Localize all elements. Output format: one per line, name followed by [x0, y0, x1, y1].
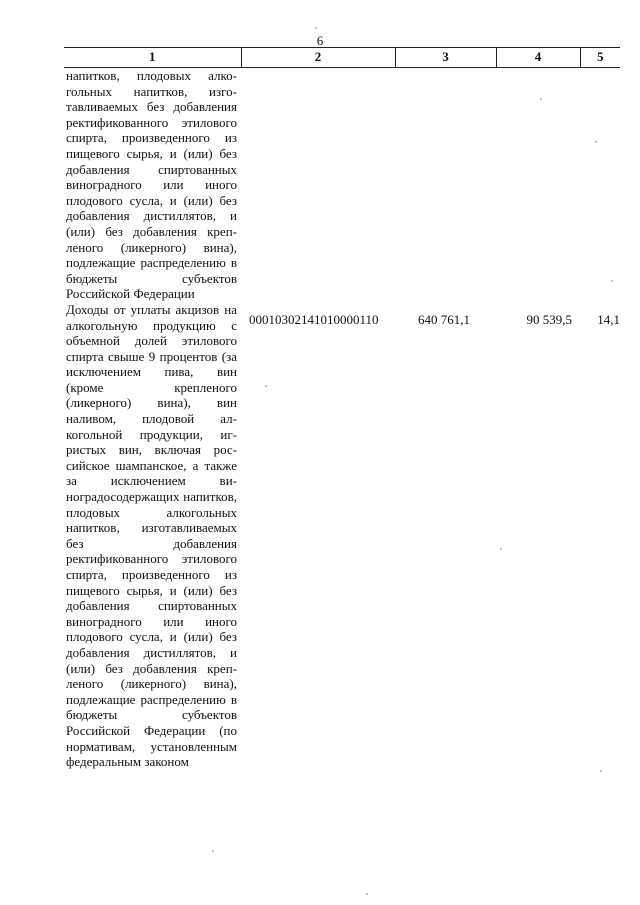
row-value-4: 90 539,5 — [526, 311, 572, 327]
column-header-5: 5 — [580, 48, 620, 68]
scan-speck — [540, 98, 542, 100]
scan-speck — [212, 850, 214, 852]
row-value-3 — [395, 68, 496, 302]
scan-speck — [595, 141, 597, 143]
row-code: 00010302141010000110 — [249, 311, 379, 327]
scan-speck — [315, 27, 317, 29]
row-description-cell — [64, 68, 241, 302]
page-number: 6 — [316, 33, 324, 48]
row-description: напитков, плодовых алкогольных напитков, изготавливаемых без добавления ректификованного этилового спирта, произведенного из пищевого сырья, и (или) без добавления спиртованных виноградного или иного плодового сусла, и (или) без добавления дистиллятов, и (или) без добавления крепленого (ликерного) вина), подлежащие распределению в бюджеты субъектов Российской Федерации — [66, 68, 237, 302]
row-code — [241, 68, 395, 302]
header-row — [64, 48, 620, 68]
row-value-3: 640 761,1 — [418, 311, 470, 327]
row-description: Доходы от уплаты акцизов на алкогольную продукцию с объемной долей этилового спирта свыше 9 процентов (за исключением пива, вин (кроме крепленого (ликерного) вина), вин наливом, плодовой алкогольной продукции, игристых вин, включая российское шампанское, а также за исключением виноградосодержащих напитков, плодовых алкогольных напитков, изготавливаемых без добавления ректификованного этилового спирта, произведенного из пищевого сырья, и (или) без добавления спиртованных виноградного или иного плодового сусла, и (или) без добавления дистиллятов, и (или) без добавления крепленого (ликерного) вина), подлежащие распределению в бюджеты субъектов Российской Федерации (по нормативам, установленным федеральным законом — [66, 301, 237, 770]
scan-speck — [366, 893, 368, 895]
budget-table — [64, 47, 620, 770]
table-row — [64, 68, 620, 302]
column-header-1: 1 — [64, 48, 241, 68]
column-header-3: 3 — [395, 48, 496, 68]
scan-speck — [500, 548, 502, 550]
column-header-4: 4 — [496, 48, 580, 68]
column-header-2: 2 — [241, 48, 395, 68]
row-value-5 — [580, 68, 620, 302]
row-description-cell — [64, 302, 241, 770]
table-row — [64, 302, 620, 770]
scan-speck — [600, 770, 602, 772]
row-value-5: 14,1 — [597, 311, 620, 327]
row-value-4 — [496, 68, 580, 302]
scan-speck — [265, 385, 267, 387]
scan-speck — [611, 280, 613, 282]
